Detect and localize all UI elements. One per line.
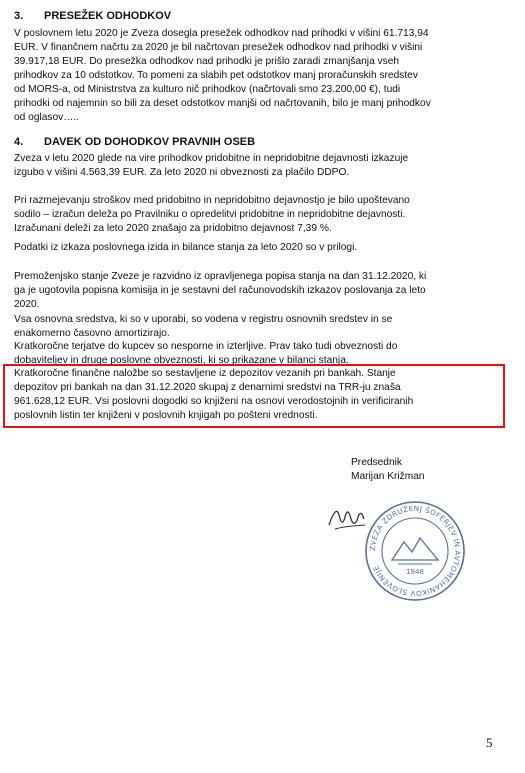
section-4-title: DAVEK OD DOHODKOV PRAVNIH OSEB [44, 136, 256, 148]
text-line: V poslovnem letu 2020 je Zveza dosegla presežek odhodkov nad prihodki v višini 61.713,94 [14, 28, 429, 39]
text-line: Kratkoročne finančne naložbe so sestavljene iz depozitov vezanih pri bankah. Stanje [14, 368, 396, 379]
official-stamp [362, 498, 468, 604]
section-3-paragraph [14, 27, 502, 125]
stamp-text: ZVEZA ZDRUŽENJ ŠOFERJEV IN AVTOMEHANIKOV SLOVENIJE [367, 503, 463, 599]
text-line: Kratkoročne terjatve do kupcev so nesporne in izterljive. Prav tako tudi obveznosti do [14, 341, 398, 352]
section-4-paragraph-4 [14, 270, 502, 312]
section-4-paragraph-5 [14, 313, 502, 341]
text-line: izgubo v višini 4.563,39 EUR. Za leto 2020 ni obveznosti za plačilo DDPO. [14, 167, 350, 178]
section-3-number: 3. [14, 10, 24, 22]
section-4-paragraph-2 [14, 194, 502, 236]
section-3-title: PRESEŽEK ODHODKOV [44, 10, 172, 22]
section-4-number: 4. [14, 136, 24, 148]
text-line: 2020. [14, 299, 40, 310]
text-line: od oglasov….. [14, 112, 80, 123]
section-4-heading [14, 136, 255, 149]
text-line: EUR. V finančnem načrtu za 2020 je bil načrtovan presežek odhodkov nad prihodki v višini [14, 42, 423, 53]
page-number: 5 [486, 735, 493, 750]
text-line: prihodki od najemnin so bili za deset odstotkov manjši od načrtovanih, bilo je manj prihodkov [14, 98, 431, 109]
text-line: Izračunani deleži za leto 2020 znašajo za pridobitno dejavnost 7,39 %. [14, 223, 332, 234]
text-line: prihodkov za 10 odstotkov. To pomeni za slabih pet odstotkov manj proračunskih sredstev [14, 70, 418, 81]
text-line: Premoženjsko stanje Zveze je razvidno iz opravljenega popisa stanja na dan 31.12.2020, ki [14, 271, 427, 282]
text-line: depozitov pri bankah na dan 31.12.2020 skupaj z denarnimi sredstvi na TRR-ju znaša [14, 382, 401, 393]
text-line: 961.628,12 EUR. Vsi poslovni dogodki so knjiženi na osnovi verodostojnih in verificiranih [14, 396, 414, 407]
section-4-paragraph-3 [14, 241, 502, 255]
text-line: od MORS-a, od Ministrstva za kulturo nič prihodkov (načrtovali smo 23.200,00 €), tudi [14, 84, 401, 95]
highlight-box [3, 364, 505, 428]
text-line: Zveza v letu 2020 glede na vire prihodkov pridobitne in nepridobitne dejavnosti izkazuje [14, 153, 409, 164]
signature-role: Predsednik [351, 457, 402, 468]
text-line: Podatki iz izkaza poslovnega izida in bilance stanja za leto 2020 so v prilogi. [14, 242, 358, 253]
stamp-year: 1948 [406, 568, 424, 576]
section-3-heading [14, 10, 171, 23]
signature-name: Marijan Križman [351, 471, 425, 482]
text-line: poslovnih listin ter knjiženi v poslovnih knjigah po pošteni vrednosti. [14, 410, 318, 421]
text-line: dobaviteljev in druge poslovne obveznosti, ki so prikazane v bilanci stanja. [14, 355, 349, 366]
text-line: sodilo – izračun deleža po Pravilniku o opredelitvi pridobitne in nepridobitne dejavnosti. [14, 209, 406, 220]
text-line: 39.917,18 EUR. Do presežka odhodkov nad prihodki je prišlo zaradi zmanjšanja vseh [14, 56, 400, 67]
text-line: ga je ugotovila popisna komisija in je sestavni del računovodskih izkazov poslovanja za leto [14, 285, 426, 296]
section-4-paragraph-1 [14, 152, 502, 180]
text-line: Vsa osnovna sredstva, ki so v uporabi, so vodena v registru osnovnih sredstev in se [14, 314, 393, 325]
text-line: Pri razmejevanju stroškov med pridobitno in nepridobitno dejavnostjo je bilo upoštevano [14, 195, 410, 206]
text-line: enakomerno časovno amortizirajo. [14, 328, 170, 339]
signature-block [351, 456, 425, 484]
